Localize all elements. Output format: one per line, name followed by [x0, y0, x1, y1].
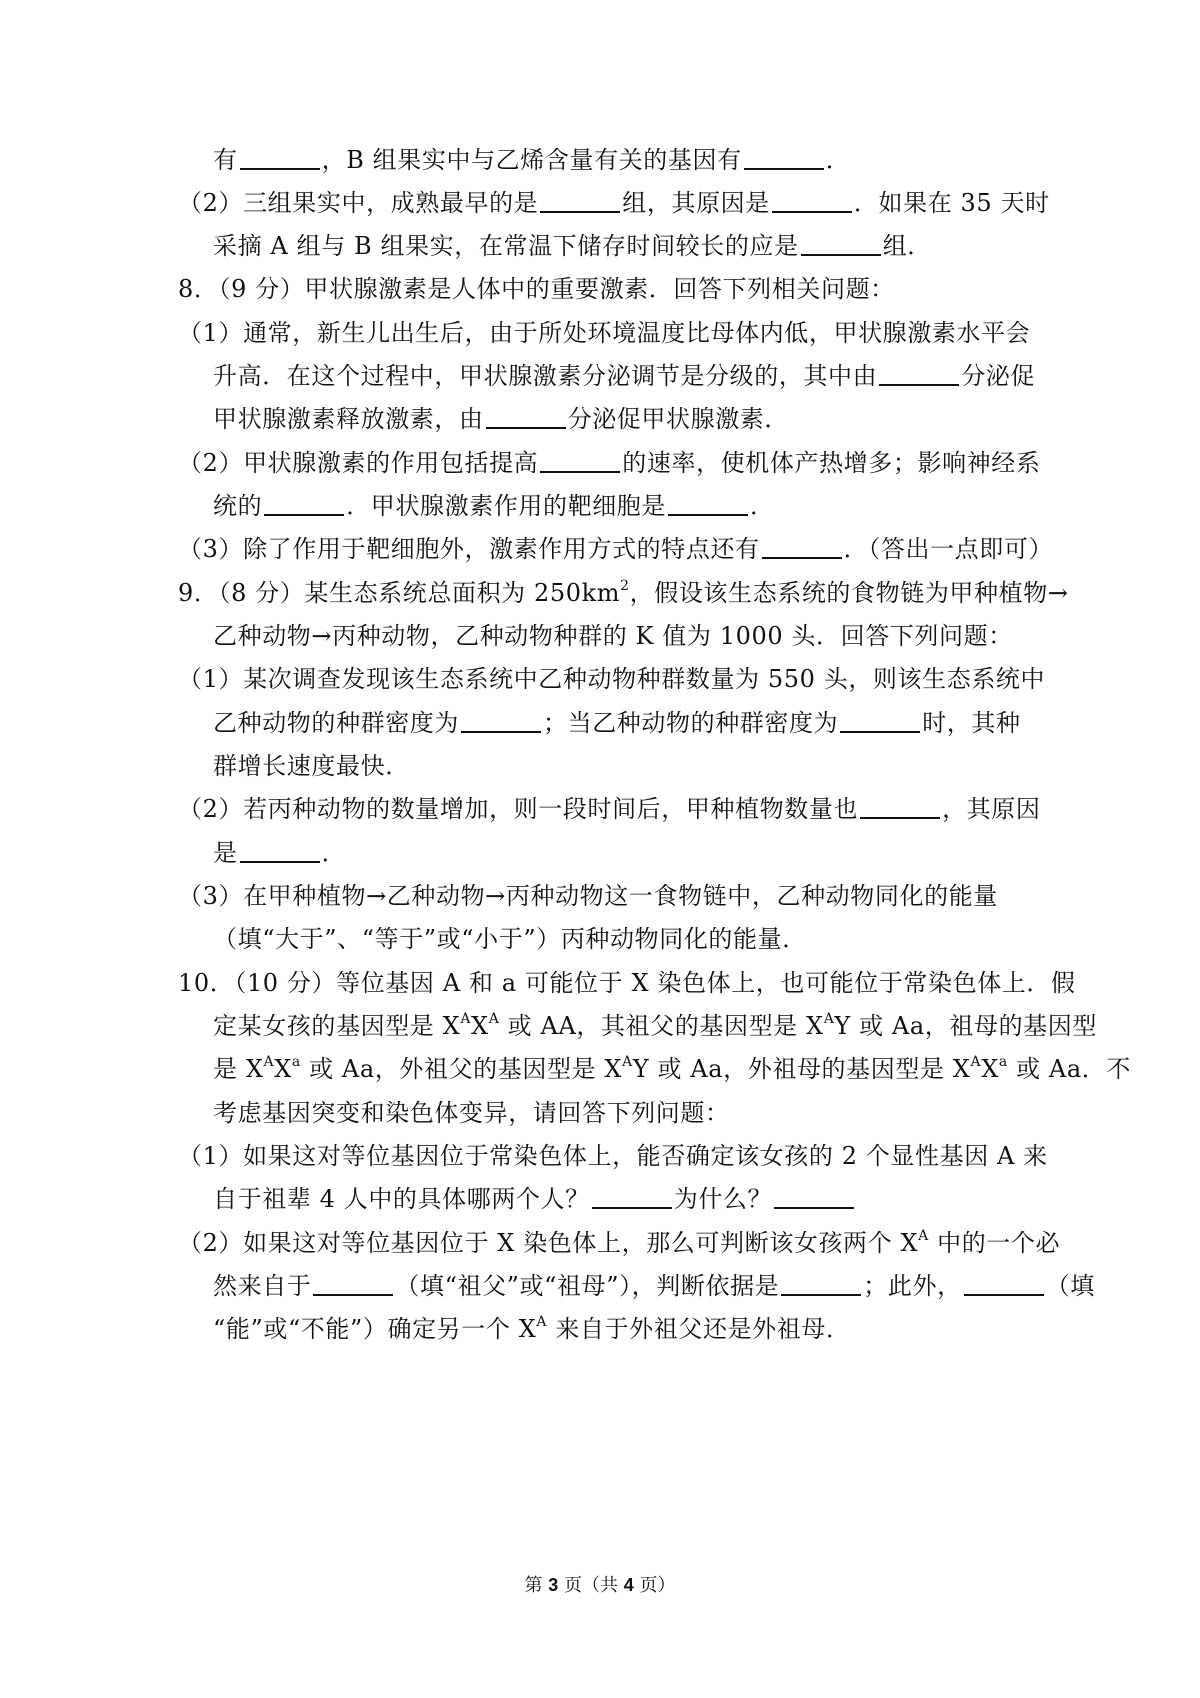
q9-1-line-1: （1）某次调查发现该生态系统中乙种动物种群数量为 550 头，则该生态系统中 [178, 665, 1046, 693]
q10-2-line-2: 然来自于 （填“祖父”或“祖母”），判断依据是 ；此外， （填 [213, 1272, 1095, 1300]
q7-2-line-1: （2）三组果实中，成熟最早的是 组，其原因是 ．如果在 35 天时 [178, 189, 1050, 217]
answer-blank[interactable] [592, 1185, 672, 1209]
answer-blank[interactable] [461, 709, 541, 733]
q9-2-line-2: 是 ． [213, 839, 347, 867]
q7-2-line-2: 采摘 A 组与 B 组果实，在常温下储存时间较长的应是 组． [213, 232, 932, 260]
answer-blank[interactable] [772, 189, 852, 213]
answer-blank[interactable] [240, 839, 320, 863]
q10-title: 10．（10 分）等位基因 A 和 a 可能位于 X 染色体上，也可能位于常染色体上．假 [178, 969, 1076, 997]
q7-1-line-2: 有 ，B 组果实中与乙烯含量有关的基因有 ． [213, 146, 851, 174]
q8-title: 8．（9 分）甲状腺激素是人体中的重要激素．回答下列相关问题： [178, 275, 895, 303]
answer-blank[interactable] [486, 405, 566, 429]
answer-blank[interactable] [744, 146, 824, 170]
q9-3-line-1: （3）在甲种植物→乙种动物→丙种动物这一食物链中，乙种动物同化的能量 [178, 882, 998, 910]
q10-intro-line-4: 考虑基因突变和染色体变异，请回答下列问题： [213, 1099, 730, 1127]
q9-1-line-2: 乙种动物的种群密度为 ；当乙种动物的种群密度为 时，其种 [213, 709, 1021, 737]
q8-1-line-1: （1）通常，新生儿出生后，由于所处环境温度比母体内低，甲状腺激素水平会 [178, 319, 1031, 347]
q10-2-line-3: “能”或“不能”）确定另一个 $X^A$ 来自于外祖父还是外祖母． [213, 1314, 851, 1343]
answer-blank[interactable] [668, 492, 748, 516]
q8-3-line-1: （3）除了作用于靶细胞外，激素作用方式的特点还有 ．（答出一点即可） [178, 535, 1054, 563]
answer-blank[interactable] [879, 362, 959, 386]
q10-intro-line-2: 定某女孩的基因型是 $X^AX^A$ 或 AA，其祖父的基因型是 $X^AY$ 或 Aa，祖母的基因型 [213, 1011, 1097, 1040]
answer-blank[interactable] [860, 795, 940, 819]
q8-2-line-2: 统的 ．甲状腺激素作用的靶细胞是 ． [213, 492, 775, 520]
answer-blank[interactable] [781, 1272, 861, 1296]
answer-blank[interactable] [801, 232, 881, 256]
q9-3-line-2: （填“大于”、“等于”或“小于”）丙种动物同化的能量． [213, 925, 807, 953]
answer-blank[interactable] [840, 709, 920, 733]
q9-title: 9．（8 分）某生态系统总面积为 $250km^2$，假设该生态系统的食物链为甲种植物→ [178, 578, 1069, 607]
q9-intro-line-2: 乙种动物→丙种动物，乙种动物种群的 K 值为 1000 头．回答下列问题： [213, 622, 1013, 650]
answer-blank[interactable] [240, 146, 320, 170]
q8-1-line-3: 甲状腺激素释放激素，由 分泌促甲状腺激素． [213, 405, 790, 433]
answer-blank[interactable] [762, 535, 842, 559]
answer-blank[interactable] [540, 449, 620, 473]
page-footer: 第 3 页（共 4 页） [524, 1575, 676, 1596]
q9-1-line-3: 群增长速度最快． [213, 752, 410, 780]
answer-blank[interactable] [540, 189, 620, 213]
q10-1-line-1: （1）如果这对等位基因位于常染色体上，能否确定该女孩的 2 个显性基因 A 来 [178, 1142, 1048, 1170]
answer-blank[interactable] [313, 1272, 393, 1296]
q10-2-line-1: （2）如果这对等位基因位于 X 染色体上，那么可判断该女孩两个 $X^A$ 中的一个必 [178, 1228, 1061, 1257]
q8-2-line-1: （2）甲状腺激素的作用包括提高 的速率，使机体产热增多；影响神经系 [178, 449, 1041, 477]
answer-blank[interactable] [774, 1185, 854, 1209]
q10-intro-line-3: 是 $X^AX^a$ 或 Aa，外祖父的基因型是 $X^AY$ 或 Aa，外祖母的基因型是 $X^AX^a$ 或 Aa．不 [213, 1054, 1131, 1083]
answer-blank[interactable] [264, 492, 344, 516]
q10-1-line-2: 自于祖辈 4 人中的具体哪两个人？ 为什么？ [213, 1185, 856, 1213]
q9-2-line-1: （2）若丙种动物的数量增加，则一段时间后，甲种植物数量也 ，其原因 [178, 795, 1041, 823]
q8-1-line-2: 升高．在这个过程中，甲状腺激素分泌调节是分级的，其中由 分泌促 [213, 362, 1036, 390]
answer-blank[interactable] [964, 1272, 1044, 1296]
